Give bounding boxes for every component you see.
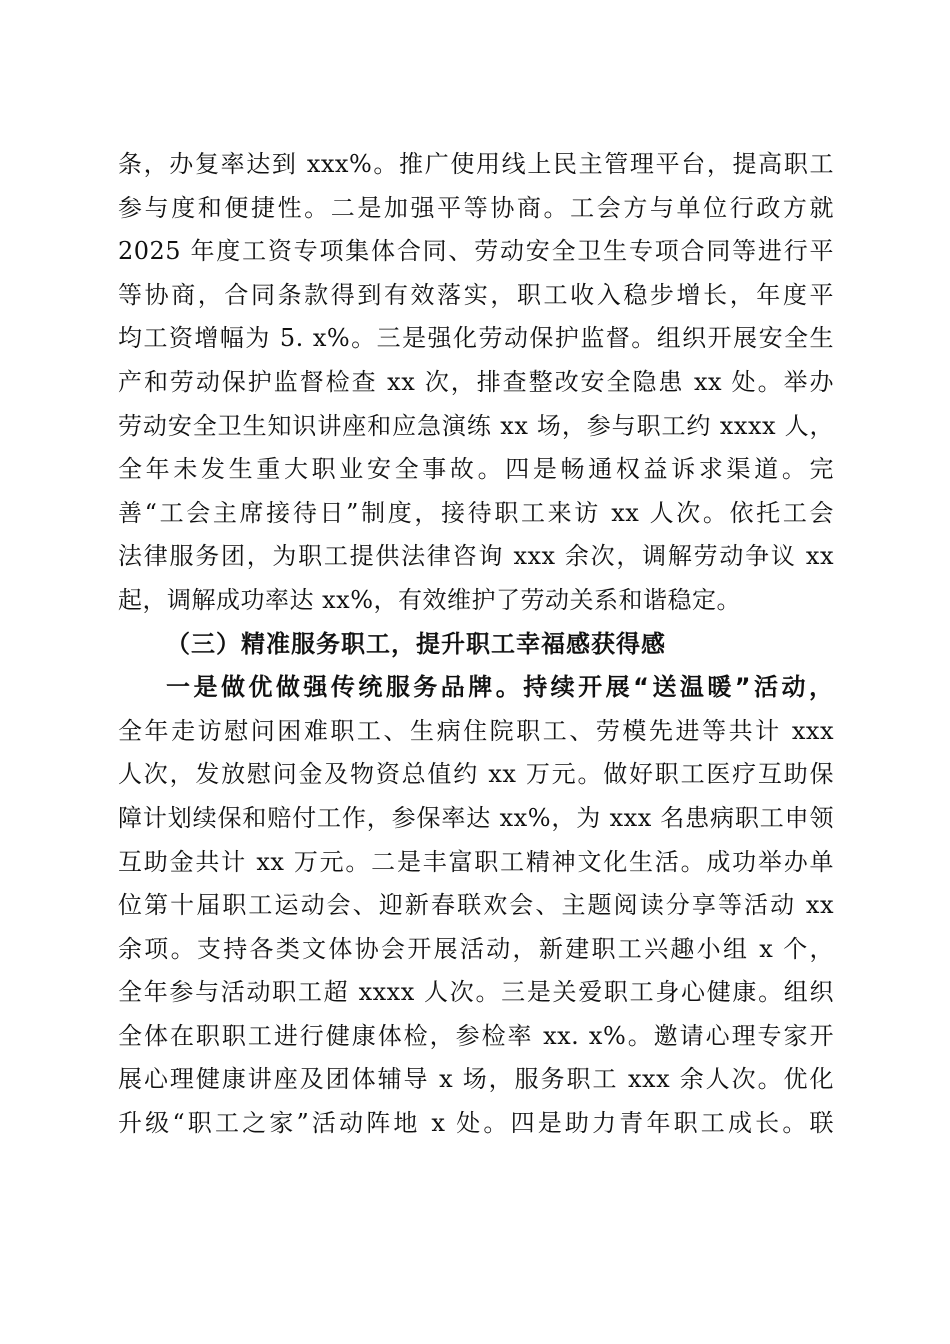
text-line: 条，办复率达到 xxx%。推广使用线上民主管理平台，提高职工 (118, 150, 834, 178)
text-line: 产和劳动保护监督检查 xx 次，排查整改安全隐患 xx 处。举办 (118, 367, 834, 396)
text-line: 善“工会主席接待日”制度，接待职工来访 xx 人次。依托工会 (118, 498, 834, 527)
text-line: 参与度和便捷性。二是加强平等协商。工会方与单位行政方就 (118, 193, 834, 222)
text-line: 法律服务团，为职工提供法律咨询 xxx 余次，调解劳动争议 xx (118, 542, 834, 571)
text-line: 展心理健康讲座及团体辅导 x 场，服务职工 xxx 余人次。优化 (118, 1065, 834, 1094)
text-line: 障计划续保和赔付工作，参保率达 xx%，为 xxx 名患病职工申领 (118, 803, 834, 832)
text-line: 人次，发放慰问金及物资总值约 xx 万元。做好职工医疗互助保 (118, 760, 834, 789)
text-line: 互助金共计 xx 万元。二是丰富职工精神文化生活。成功举办单 (118, 847, 834, 876)
text-line: 全年走访慰问困难职工、生病住院职工、劳模先进等共计 xxx (118, 716, 834, 745)
text-line: 全年未发生重大职业安全事故。四是畅通权益诉求渠道。完 (118, 455, 834, 484)
text-line: 起，调解成功率达 xx%，有效维护了劳动关系和谐稳定。 (118, 585, 742, 614)
section-heading: （三）精准服务职工，提升职工幸福感获得感 (166, 629, 666, 658)
text-line: 2025 年度工资专项集体合同、劳动安全卫生专项合同等进行平 (118, 237, 834, 266)
text-line: 等协商，合同条款得到有效落实，职工收入稳步增长，年度平 (118, 280, 834, 309)
text-line: 余项。支持各类文体协会开展活动，新建职工兴趣小组 x 个， (118, 934, 834, 963)
text-line: 升级“职工之家”活动阵地 x 处。四是助力青年职工成长。联 (118, 1109, 834, 1138)
text-line: 均工资增幅为 5. x%。三是强化劳动保护监督。组织开展安全生 (118, 324, 834, 353)
body-text (118, 143, 834, 1146)
text-line: 位第十届职工运动会、迎新春联欢会、主题阅读分享等活动 xx (118, 891, 834, 920)
text-line: 全年参与活动职工超 xxxx 人次。三是关爱职工身心健康。组织 (118, 978, 834, 1007)
paragraph-lead-line: 一是做优做强传统服务品牌。持续开展“送温暖”活动， (166, 673, 834, 702)
text-line: 劳动安全卫生知识讲座和应急演练 xx 场，参与职工约 xxxx 人， (118, 411, 834, 440)
text-line: 全体在职职工进行健康体检，参检率 xx. x%。邀请心理专家开 (118, 1021, 834, 1050)
